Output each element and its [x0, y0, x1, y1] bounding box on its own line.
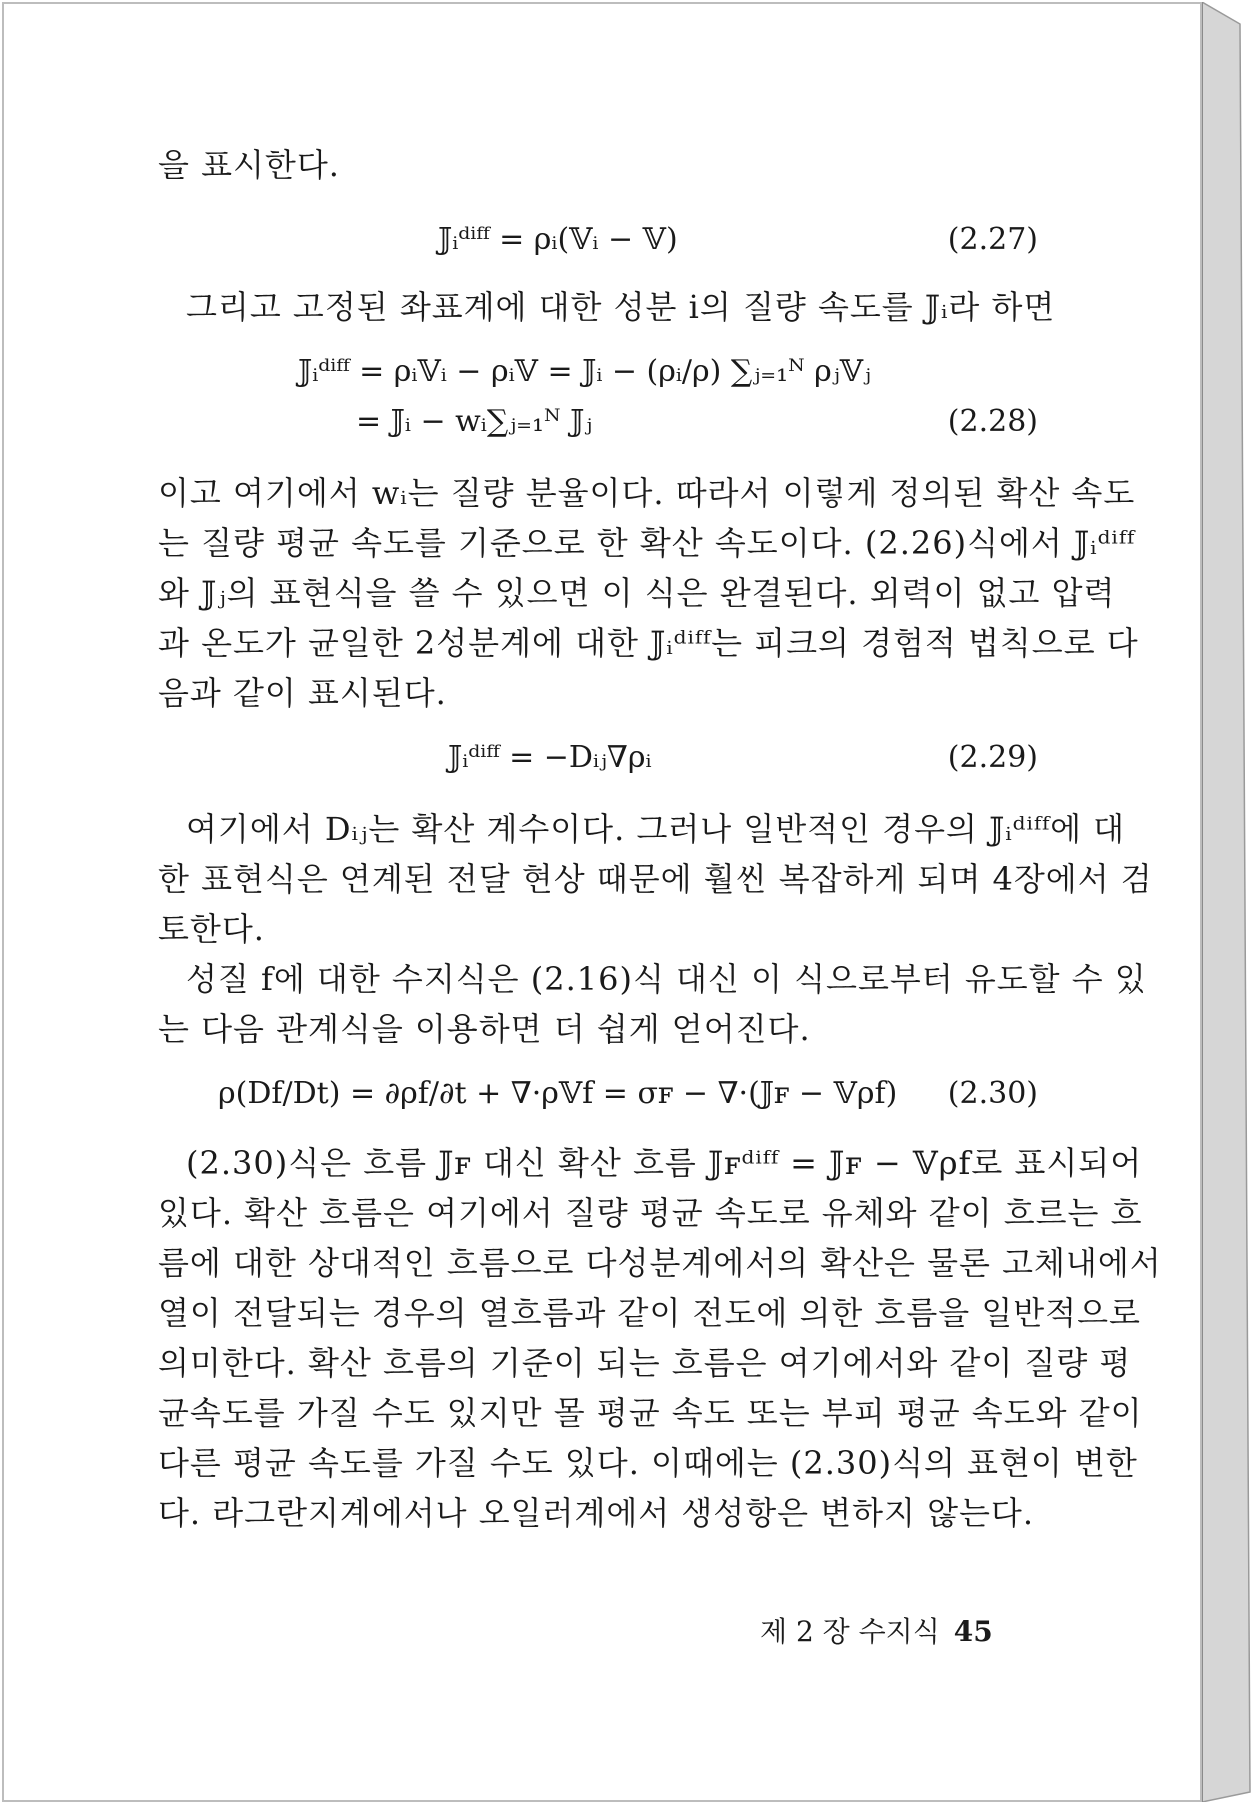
- equation-number-2-30: (2.30): [947, 1076, 1038, 1111]
- text-line-7: 음과 같이 표시된다.: [158, 674, 447, 712]
- equation-number-2-29: (2.29): [947, 740, 1038, 775]
- text-line-14: 있다. 확산 흐름은 여기에서 질량 평균 속도로 유체와 같이 흐르는 흐: [158, 1194, 1143, 1232]
- text-line-12: 는 다음 관계식을 이용하면 더 쉽게 얻어진다.: [158, 1010, 811, 1048]
- equation-number-2-28: (2.28): [947, 404, 1038, 439]
- page-footer: [760, 1610, 993, 1650]
- equation-2-27: 𝕁ᵢᵈⁱᶠᶠ = ρᵢ(𝕍ᵢ − 𝕍): [438, 222, 678, 257]
- text-line-1: 을 표시한다.: [158, 146, 340, 184]
- running-chapter-title: 제 2 장 수지식: [760, 1615, 940, 1648]
- text-line-6: 과 온도가 균일한 2성분계에 대한 𝕁ᵢᵈⁱᶠᶠ는 피크의 경험적 법칙으로 다: [158, 624, 1139, 662]
- text-line-18: 균속도를 가질 수도 있지만 몰 평균 속도 또는 부피 평균 속도와 같이: [158, 1394, 1143, 1432]
- text-line-16: 열이 전달되는 경우의 열흐름과 같이 전도에 의한 흐름을 일반적으로: [158, 1294, 1141, 1332]
- text-line-5: 와 𝕁ⱼ의 표현식을 쓸 수 있으면 이 식은 완결된다. 외력이 없고 압력: [158, 574, 1116, 612]
- text-line-19: 다른 평균 속도를 가질 수도 있다. 이때에는 (2.30)식의 표현이 변한: [158, 1444, 1138, 1482]
- text-line-4: 는 질량 평균 속도를 기준으로 한 확산 속도이다. (2.26)식에서 𝕁ᵢᵈⁱᶠᶠ: [158, 524, 1136, 562]
- text-line-20: 다. 라그란지계에서나 오일러계에서 생성항은 변하지 않는다.: [158, 1494, 1035, 1532]
- text-line-2: 그리고 고정된 좌표계에 대한 성분 i의 질량 속도를 𝕁ᵢ라 하면: [186, 288, 1056, 326]
- text-line-9: 한 표현식은 연계된 전달 현상 때문에 훨씬 복잡하게 되며 4장에서 검: [158, 860, 1153, 898]
- text-line-3: 이고 여기에서 wᵢ는 질량 분율이다. 따라서 이렇게 정의된 확산 속도: [158, 474, 1136, 512]
- equation-number-2-27: (2.27): [947, 222, 1038, 257]
- text-line-8: 여기에서 Dᵢⱼ는 확산 계수이다. 그러나 일반적인 경우의 𝕁ᵢᵈⁱᶠᶠ에 대: [186, 810, 1126, 848]
- text-line-11: 성질 f에 대한 수지식은 (2.16)식 대신 이 식으로부터 유도할 수 있: [186, 960, 1147, 998]
- text-line-10: 토한다.: [158, 910, 265, 948]
- text-line-15: 름에 대한 상대적인 흐름으로 다성분계에서의 확산은 물론 고체내에서: [158, 1244, 1162, 1282]
- equation-2-28-line-1: 𝕁ᵢᵈⁱᶠᶠ = ρᵢ𝕍ᵢ − ρᵢ𝕍 = 𝕁ᵢ − (ρᵢ/ρ) ∑ⱼ₌₁ᴺ ρⱼ𝕍ⱼ: [298, 354, 871, 389]
- equation-2-28-line-2: = 𝕁ᵢ − wᵢ∑ⱼ₌₁ᴺ 𝕁ⱼ: [356, 404, 593, 439]
- page-stack-edge: [1202, 2, 1252, 1802]
- text-line-13: (2.30)식은 흐름 𝕁ꜰ 대신 확산 흐름 𝕁ꜰᵈⁱᶠᶠ = 𝕁ꜰ − 𝕍ρf로 표시되어: [186, 1144, 1143, 1182]
- equation-2-30: ρ(Df/Dt) = ∂ρf/∂t + ∇·ρ𝕍f = σꜰ − ∇·(𝕁ꜰ − 𝕍ρf): [218, 1076, 898, 1111]
- page-number: 45: [953, 1615, 993, 1648]
- text-line-17: 의미한다. 확산 흐름의 기준이 되는 흐름은 여기에서와 같이 질량 평: [158, 1344, 1132, 1382]
- equation-2-29: 𝕁ᵢᵈⁱᶠᶠ = −Dᵢⱼ∇ρᵢ: [448, 740, 652, 775]
